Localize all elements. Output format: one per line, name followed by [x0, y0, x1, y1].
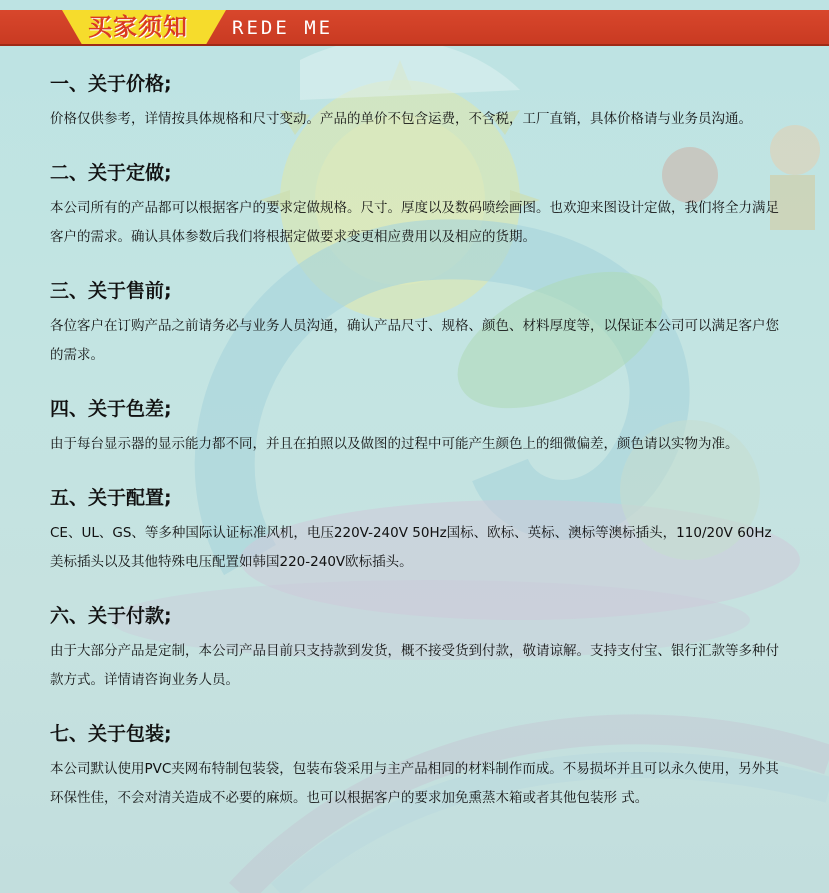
section-color	[50, 395, 780, 459]
section-title: 四、关于色差;	[50, 398, 172, 420]
header-banner	[0, 10, 829, 46]
section-body: 本公司所有的产品都可以根据客户的要求定做规格。尺寸。厚度以及数码喷绘画图。也欢迎来图设计定做，我们将全力满足客户的需求。确认具体参数后我们将根据定做要求变更相应费用以及相应的货期。	[50, 200, 779, 245]
section-title: 一、关于价格;	[50, 73, 172, 95]
section-body: 各位客户在订购产品之前请务必与业务人员沟通，确认产品尺寸、规格、颜色、材料厚度等，以保证本公司可以满足客户您的需求。	[50, 318, 779, 363]
section-packaging	[50, 720, 780, 813]
section-body: 本公司默认使用PVC夹网布特制包装袋，包装布袋采用与主产品相同的材料制作而成。不易损坏并且可以永久使用，另外其环保性佳，不会对清关造成不必要的麻烦。也可以根据客户的要求加免熏蒸木箱或者其他包装形 式。	[50, 761, 779, 806]
notice-content	[50, 70, 780, 838]
banner-title: 买家须知	[88, 13, 188, 41]
section-title: 七、关于包装;	[50, 723, 172, 745]
section-body: CE、UL、GS、等多种国际认证标准风机，电压220V-240V 50Hz国标、欧标、英标、澳标等澳标插头，110/20V 60Hz美标插头以及其他特殊电压配置如韩国220-240V欧标插头。	[50, 525, 772, 570]
section-title: 二、关于定做;	[50, 162, 172, 184]
section-body: 由于每台显示器的显示能力都不同，并且在拍照以及做图的过程中可能产生颜色上的细微偏差，颜色请以实物为准。	[50, 436, 739, 452]
section-custom	[50, 159, 780, 252]
section-title: 五、关于配置;	[50, 487, 172, 509]
section-config	[50, 484, 780, 577]
section-payment	[50, 602, 780, 695]
section-body: 价格仅供参考，详情按具体规格和尺寸变动。产品的单价不包含运费，不含税，工厂直销，具体价格请与业务员沟通。	[50, 111, 752, 127]
section-price	[50, 70, 780, 134]
section-body: 由于大部分产品是定制，本公司产品目前只支持款到发货，概不接受货到付款，敬请谅解。支持支付宝、银行汇款等多种付款方式。详情请咨询业务人员。	[50, 643, 779, 688]
section-title: 三、关于售前;	[50, 280, 172, 302]
section-presale	[50, 277, 780, 370]
section-title: 六、关于付款;	[50, 605, 172, 627]
banner-subtitle: REDE ME	[232, 17, 334, 39]
